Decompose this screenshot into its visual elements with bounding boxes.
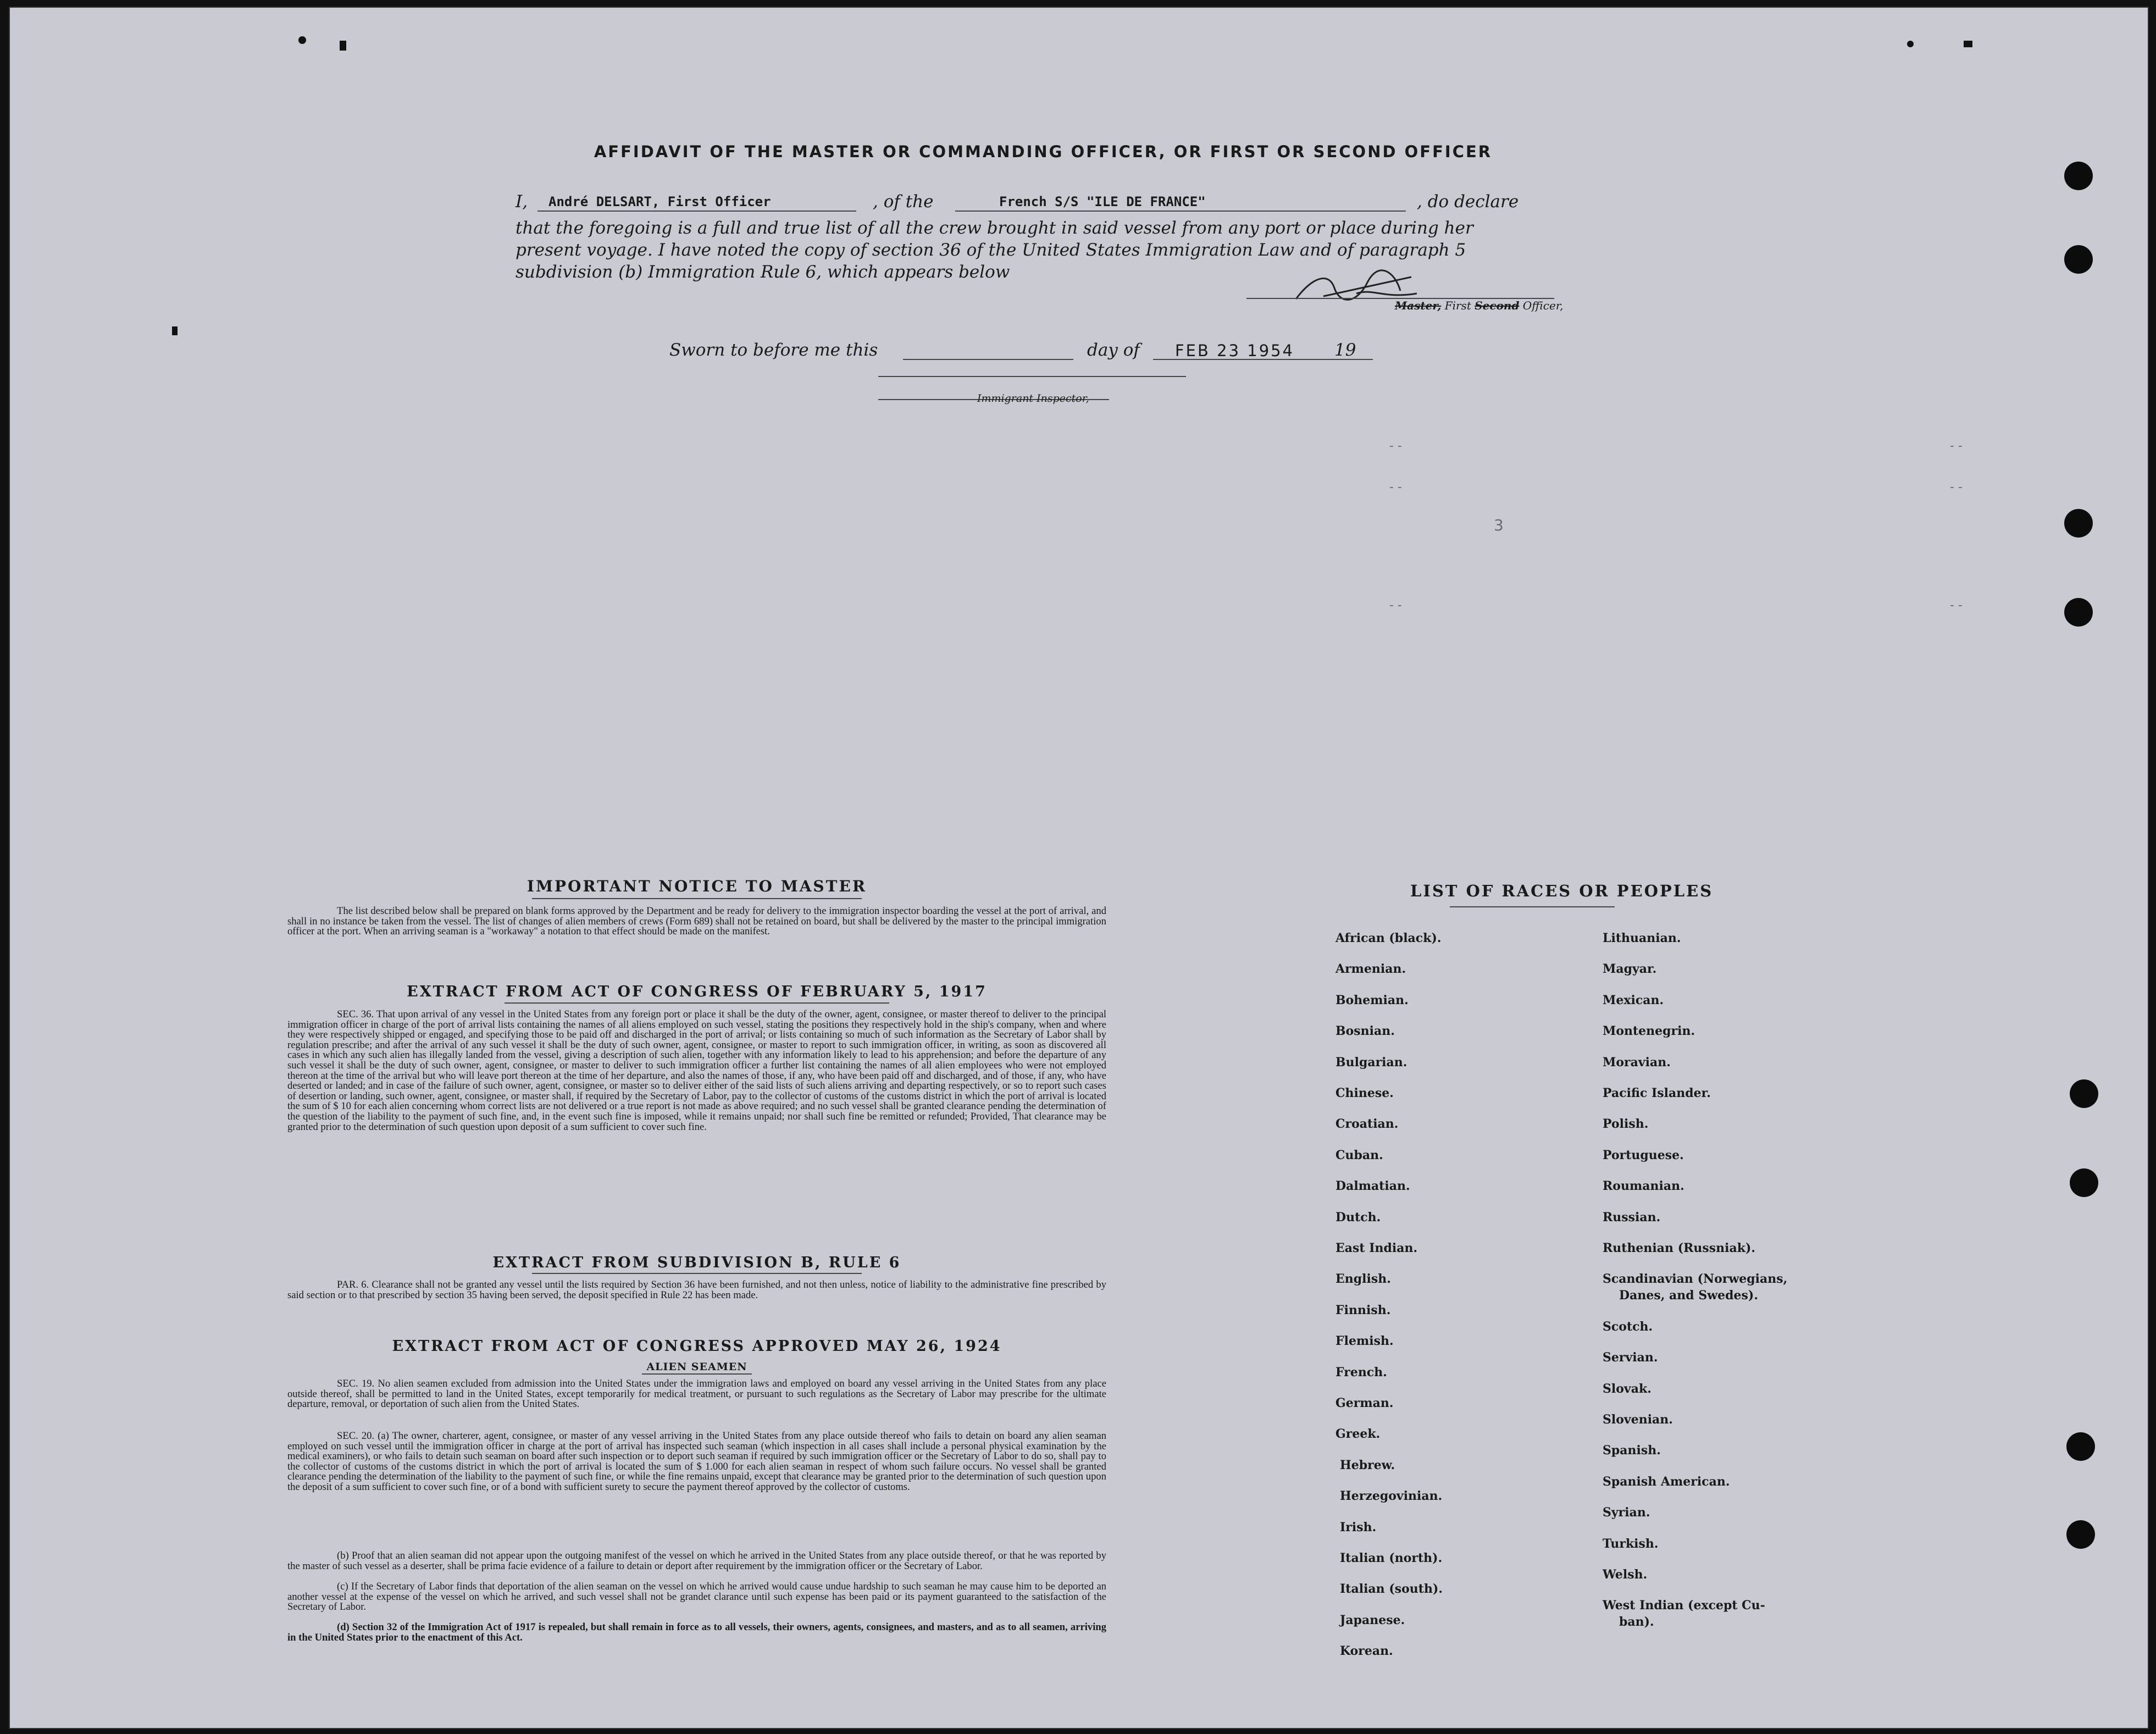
race-item: Dalmatian. <box>1335 1179 1410 1194</box>
signature-first: First <box>1444 299 1471 312</box>
race-item: Chinese. <box>1335 1086 1394 1100</box>
race-item: Greek. <box>1335 1427 1381 1442</box>
race-item: Bosnian. <box>1335 1024 1395 1039</box>
punch-hole-4 <box>2064 598 2093 627</box>
race-item: Herzegovinian. <box>1340 1489 1443 1504</box>
extract3-heading: EXTRACT FROM ACT OF CONGRESS APPROVED MAY 26, 1924 <box>392 1338 1002 1355</box>
punch-hole-3 <box>2064 509 2093 538</box>
race-item: Hebrew. <box>1340 1458 1395 1472</box>
signature-master-struck: Master, <box>1395 299 1442 312</box>
race-item: Syrian. <box>1603 1505 1650 1520</box>
race-item: Pacific Islander. <box>1603 1086 1711 1100</box>
punch-hole-6 <box>2070 1168 2098 1197</box>
affidavit-do-declare: , do declare <box>1417 192 1519 212</box>
scan-mark <box>1907 41 1914 47</box>
affidavit-line-2: that the foregoing is a full and true list of all the crew brought in said vessel from any port or place during her <box>516 218 1473 238</box>
race-item: German. <box>1335 1396 1394 1410</box>
scan-mark <box>172 326 178 335</box>
affidavit-line-4: subdivision (b) Immigration Rule 6, which appears below <box>516 262 1010 282</box>
race-item: West Indian (except Cu- <box>1603 1598 1765 1613</box>
signature-caption <box>1395 299 1564 312</box>
extract3-subheading: ALIEN SEAMEN <box>646 1361 747 1373</box>
extract3-sec20b: (b) Proof that an alien seaman did not appear upon the outgoing manifest of the vessel on which he arrived in the United States from any place outside thereof, or that he was reported by the master of such vessel as a deserter, shall be prima facie evidence of a failure to detain or deport after requirement by the immigration officer or the Secretary of Labor. <box>287 1550 1106 1572</box>
race-item: Slovak. <box>1603 1381 1651 1396</box>
sworn-year-prefix: 19 <box>1334 340 1356 360</box>
race-item: Flemish. <box>1335 1334 1394 1349</box>
race-item: French. <box>1335 1365 1387 1380</box>
race-item: Danes, and Swedes). <box>1619 1288 1758 1303</box>
scan-mark <box>1964 41 1972 47</box>
race-item: Servian. <box>1603 1350 1658 1365</box>
race-item: African (black). <box>1335 931 1442 945</box>
extract2-body: PAR. 6. Clearance shall not be granted any vessel until the lists required by Section 36 have been furnished, and not then unless, notice of liability to the administrative fine prescribed by said section or to that prescribed by section 35 having been served, the deposit specified in Rule 22 has been made. <box>287 1279 1106 1301</box>
race-item: Ruthenian (Russniak). <box>1603 1241 1756 1255</box>
race-item: English. <box>1335 1272 1391 1287</box>
race-item: Cuban. <box>1335 1148 1383 1162</box>
race-item: Lithuanian. <box>1603 931 1681 945</box>
race-item: Korean. <box>1340 1644 1393 1659</box>
race-item: Russian. <box>1603 1210 1661 1225</box>
race-item: ban). <box>1619 1615 1654 1630</box>
extract1-heading: EXTRACT FROM ACT OF CONGRESS OF FEBRUARY 5, 1917 <box>407 983 987 1000</box>
sworn-date-stamp: FEB 23 1954 <box>1175 341 1295 360</box>
notice-heading: IMPORTANT NOTICE TO MASTER <box>526 877 867 895</box>
race-item: Spanish American. <box>1603 1474 1730 1489</box>
punch-hole-1 <box>2064 162 2093 190</box>
race-item: Slovenian. <box>1603 1412 1673 1427</box>
race-item: Irish. <box>1340 1520 1377 1534</box>
race-item: East Indian. <box>1335 1241 1418 1255</box>
affidavit-title: AFFIDAVIT OF THE MASTER OR COMMANDING OFFICER, OR FIRST OR SECOND OFFICER <box>594 142 1493 161</box>
punch-hole-2 <box>2064 245 2093 274</box>
extract3-sec19: SEC. 19. No alien seamen excluded from admission into the United States under the immigration laws and employed on board any vessel arriving in the United States from any place outside thereof, shall be permitted to land in the United States, except temporarily for medical treatment, or pursuant to such regulations as the Secretary of Labor may prescribe for the ultimate departure, removal, or deportation of such alien from the United States. <box>287 1378 1106 1410</box>
scan-mark <box>298 36 306 44</box>
affidavit-line-3: present voyage. I have noted the copy of section 36 of the United States Immigration Law and of paragraph 5 <box>516 240 1466 260</box>
race-item: Mexican. <box>1603 993 1664 1007</box>
officer-name-value: André DELSART, First Officer <box>548 194 771 209</box>
race-item: Magyar. <box>1603 962 1657 977</box>
immigrant-inspector-label: Immigrant Inspector, <box>977 392 1089 405</box>
race-item: Japanese. <box>1340 1613 1405 1627</box>
race-item: Roumanian. <box>1603 1179 1684 1194</box>
race-item: Bohemian. <box>1335 993 1409 1007</box>
race-item: Finnish. <box>1335 1303 1391 1317</box>
affidavit-of-the: , of the <box>873 192 934 212</box>
race-item: Moravian. <box>1603 1055 1671 1070</box>
race-item: Bulgarian. <box>1335 1055 1407 1070</box>
race-item: Welsh. <box>1603 1567 1648 1582</box>
notice-body: The list described below shall be prepared on blank forms approved by the Department and be ready for delivery to the immigration inspector boarding the vessel at the port of arrival, and shall in no instance be taken from the vessel. The list of changes of alien members of crews (Form 689) shall not be retained on board, but shall be delivered by the master to the principal immigration officer at the port. When an arriving seaman is a "workaway" a notation to that effect should be made on the manifest. <box>287 905 1106 938</box>
race-item: Armenian. <box>1335 962 1406 977</box>
affidavit-pronoun: I, <box>516 192 528 212</box>
race-item: Italian (south). <box>1340 1582 1443 1597</box>
race-item: Polish. <box>1603 1117 1649 1132</box>
race-item: Scandinavian (Norwegians, <box>1603 1272 1788 1287</box>
race-item: Scotch. <box>1603 1319 1653 1334</box>
affidavit-line-1 <box>516 192 1560 215</box>
extract3-sec20d: (d) Section 32 of the Immigration Act of 1917 is repealed, but shall remain in force as to all vessels, their owners, agents, consignees, and masters, and as to all seamen, arriving in the United States prior to the enactment of this Act. <box>287 1621 1106 1643</box>
signature-second-struck: Second <box>1475 299 1520 312</box>
punch-hole-8 <box>2066 1520 2095 1549</box>
document-page: AFFIDAVIT OF THE MASTER OR COMMANDING OFFICER, OR FIRST OR SECOND OFFICER I, André DELSART, First Officer , of the French S/S "ILE DE FRANCE" , do declare that the foregoing is a full and true list of all the crew brought in said vessel from any port or place during her present voyage. I have noted the copy of section 36 of the United States Immigration Law and of paragraph 5 subdivision (b) Immigration Rule 6, which appears below Master, First Second Officer, Sworn to before me this day of FEB 23 1954 19 Immigrant Inspector, - - - - - - - - - - - - 3 IMPORTANT NOTICE TO MASTER The list described below shall be prepared on blank forms approved by the Department and be ready for delivery to the immigration inspector boarding the vessel at the port of arrival, and shall in no instance be taken from the vessel. The list of changes of alien members of crews (Form 689) shall not be retained on board, but shall be delivered by the master to the principal immigration officer at the port. When an arriving seaman is a "workaway" a notation to that effect should be made on the manifest. EXTRACT FROM ACT OF CONGRESS OF FEBRUARY 5, 1917 SEC. 36. That upon arrival of any vessel in the United States from any foreign port or place it shall be the duty of the owner, agent, consignee, or master thereof to deliver to the principal immigration officer in charge of the port of arrival lists containing the names of all aliens employed on such vessel, stating the positions they respectively hold in the ship's company, when and where they were respectively shipped or engaged, and specifying those to be paid off and discharged in the port of arrival; or lists containing so much of such information as the Secretary of Labor shall by regulation prescribe; and after the arrival of any such vessel it shall be the duty of such owner, agent, consignee, or master to report to such immigration officer, in writing, as soon as discovered all cases in which any such alien has illegally landed from the vessel, giving a description of such alien, together with any information likely to lead to his apprehension; and before the departure of any such vessel it shall be the duty of such owner, agent, consignee, or master to deliver to such immigration officer a further list containing the names of all alien employees who were not employed thereon at the time of the arrival but who will leave port thereon at the time of her departure, and also the names of those, if any, who have been paid off and discharged, and of those, if any, who have deserted or landed; and in case of the failure of such owner, agent, consignee, or master so to deliver either of the said lists of such aliens arriving and departing respectively, or so to report such cases of desertion or landing, such owner, agent, consignee, or master shall, if required by the Secretary of Labor, pay to the collector of customs of the customs district in which the port of arrival is located the sum of $ 10 for each alien concerning whom correct lists are not delivered or a true report is not made as above required; and no such vessel shall be granted clearance pending the determination of the question of the liability to the payment of such fine, and, in the event such fine is imposed, while it remains unpaid; nor shall such fine be remitted or refunded; Provided, That clearance may be granted prior to the determination of such question upon deposit of a sum sufficient to cover such fine. EXTRACT FROM SUBDIVISION B, RULE 6 PAR. 6. Clearance shall not be granted any vessel until the lists required by Section 36 have been furnished, and not then unless, notice of liability to the administrative fine prescribed by said section or to that prescribed by section 35 having been served, the deposit specified in Rule 22 has been made. EXTRACT FROM ACT OF CONGRESS APPROVED MAY 26, 1924 ALIEN SEAMEN SEC. 19. No alien seamen excluded from admission into the United States under the immigration laws and employed on board any vessel arriving in the United States from any place outside thereof, shall be permitted to land in the United States, except temporarily for medical treatment, or pursuant to such regulations as the Secretary of Labor may prescribe for the ultimate departure, removal, or deportation of such alien from the United States. SEC. 20. (a) The owner, charterer, agent, consignee, or master of any vessel arriving in the United States from any place outside thereof who fails to detain on board any alien seaman employed on such vessel until the immigration officer in charge at the port of arrival has inspected such seaman (which inspection in all cases shall include a personal physical examination by the medical examiners), or who fails to detain such seaman on board after such inspection or to deport such seaman if required by such immigration officer or the Secretary of Labor to do so, shall pay to the collector of customs of the customs district in which the port of arrival is located the sum of $ 1.000 for each alien seaman in respect of whom such failure occurs. No vessel shall be granted clearance pending the determination of the liability to the payment of such fine, or while the fine remains unpaid, except that clearance may be granted prior to the determination of such question upon the deposit of a sum sufficient to cover such fine, or of a bond with sufficient surety to secure the payment thereof approved by the collector of customs. (b) Proof that an alien seaman did not appear upon the outgoing manifest of the vessel on which he arrived in the United States from any place outside thereof, or that he was reported by the master of such vessel as a deserter, shall be prima facie evidence of a failure to detain or deport after requirement by the immigration officer or the Secretary of Labor. (c) If the Secretary of Labor finds that deportation of the alien seaman on the vessel on which he arrived would cause undue hardship to such seaman he may cause him to be deported an another vessel at the expense of the vessel on which he arrived, and such vessel shall not be grandet clarance until such expense has been paid or its payment guaranteed to the satisfaction of the Secretary of Labor. (d) Section 32 of the Immigration Act of 1917 is repealed, but shall remain in force as to all vessels, their owners, agents, consignees, and masters, and as to all seamen, arriving in the United States prior to the enactment of this Act. LIST OF RACES OR PEOPLES African (black). Armenian. Bohemian. Bosnian. Bulgarian. Chinese. Croatian. Cuban. Dalmatian. Dutch. East Indian. English. Finnish. Flemish. French. German. Greek. Hebrew. Herzegovinian. Irish. Italian (north). Italian (south). Japanese. Korean. Lithuanian. Magyar. Mexican. Montenegrin. Moravian. Pacific Islander. Polish. Portuguese. Roumanian. Russian. Ruthenian (Russniak). Scandinavian (Norwegians, Danes, and Swedes). Scotch. Servian. Slovak. Slovenian. Spanish. Spanish American. Syrian. Turkish. Welsh. West Indian (except Cu- ban). <box>9 7 2149 1729</box>
race-item: Portuguese. <box>1603 1148 1684 1162</box>
race-item: Dutch. <box>1335 1210 1381 1225</box>
signature-officer: Officer, <box>1522 299 1564 312</box>
race-item: Turkish. <box>1603 1536 1659 1551</box>
punch-hole-5 <box>2070 1079 2098 1108</box>
punch-hole-7 <box>2066 1432 2095 1461</box>
race-item: Italian (north). <box>1340 1551 1443 1565</box>
extract3-sec20c: (c) If the Secretary of Labor finds that deportation of the alien seaman on the vessel on which he arrived would cause undue hardship to such seaman he may cause him to be deported an another vessel at the expense of the vessel on which he arrived, and such vessel shall not be grandet clarance until such expense has been paid or its payment guaranteed to the satisfaction of the Secretary of Labor. <box>287 1581 1106 1613</box>
races-heading: LIST OF RACES OR PEOPLES <box>1410 882 1714 900</box>
race-item: Croatian. <box>1335 1117 1399 1132</box>
race-item: Montenegrin. <box>1603 1024 1695 1039</box>
sworn-text: Sworn to before me this <box>669 340 878 360</box>
sworn-line <box>669 340 1384 364</box>
race-item: Spanish. <box>1603 1443 1661 1458</box>
vessel-name-value: French S/S "ILE DE FRANCE" <box>999 194 1206 209</box>
extract1-body: SEC. 36. That upon arrival of any vessel in the United States from any foreign port or place it shall be the duty of the owner, agent, consignee, or master thereof to deliver to the principal immigration officer in charge of the port of arrival lists containing the names of all aliens employed on such vessel, stating the positions they respectively hold in the ship's company, when and where they were respectively shipped or engaged, and specifying those to be paid off and discharged in the port of arrival; or lists containing so much of such information as the Secretary of Labor shall by regulation prescribe; and after the arrival of any such vessel it shall be the duty of such owner, agent, consignee, or master to report to such immigration officer, in writing, as soon as discovered all cases in which any such alien has illegally landed from the vessel, giving a description of such alien, together with any information likely to lead to his apprehension; and before the departure of any such vessel it shall be the duty of such owner, agent, consignee, or master to deliver to such immigration officer a further list containing the names of all alien employees who were not employed thereon at the time of the arrival but who will leave port thereon at the time of her departure, and also the names of those, if any, who have been paid off and discharged, and of those, if any, who have deserted or landed; and in case of the failure of such owner, agent, consignee, or master so to deliver either of the said lists of such aliens arriving and departing respectively, or so to report such cases of desertion or landing, such owner, agent, consignee, or master shall, if required by the Secretary of Labor, pay to the collector of customs of the customs district in which the port of arrival is located the sum of $ 10 for each alien concerning whom correct lists are not delivered or a true report is not made as above required; and no such vessel shall be granted clearance pending the determination of the question of the liability to the payment of such fine, and, in the event such fine is imposed, while it remains unpaid; nor shall such fine be remitted or refunded; Provided, That clearance may be granted prior to the determination of such question upon deposit of a sum sufficient to cover such fine. <box>287 1009 1106 1133</box>
extract3-sec20a: SEC. 20. (a) The owner, charterer, agent, consignee, or master of any vessel arriving in the United States from any place outside thereof who fails to detain on board any alien seaman employed on such vessel until the immigration officer in charge at the port of arrival has inspected such seaman (which inspection in all cases shall include a personal physical examination by the medical examiners), or who fails to detain such seaman on board after such inspection or to deport such seaman if required by such immigration officer or the Secretary of Labor to do so, shall pay to the collector of customs of the customs district in which the port of arrival is located the sum of $ 1.000 for each alien seaman in respect of whom such failure occurs. No vessel shall be granted clearance pending the determination of the liability to the payment of such fine, or while the fine remains unpaid, except that clearance may be granted prior to the determination of such question upon the deposit of a sum sufficient to cover such fine, or of a bond with sufficient surety to secure the payment thereof approved by the collector of customs. <box>287 1430 1106 1493</box>
sworn-day-of: day of <box>1087 340 1140 360</box>
extract2-heading: EXTRACT FROM SUBDIVISION B, RULE 6 <box>492 1254 901 1271</box>
scan-mark <box>340 41 346 51</box>
